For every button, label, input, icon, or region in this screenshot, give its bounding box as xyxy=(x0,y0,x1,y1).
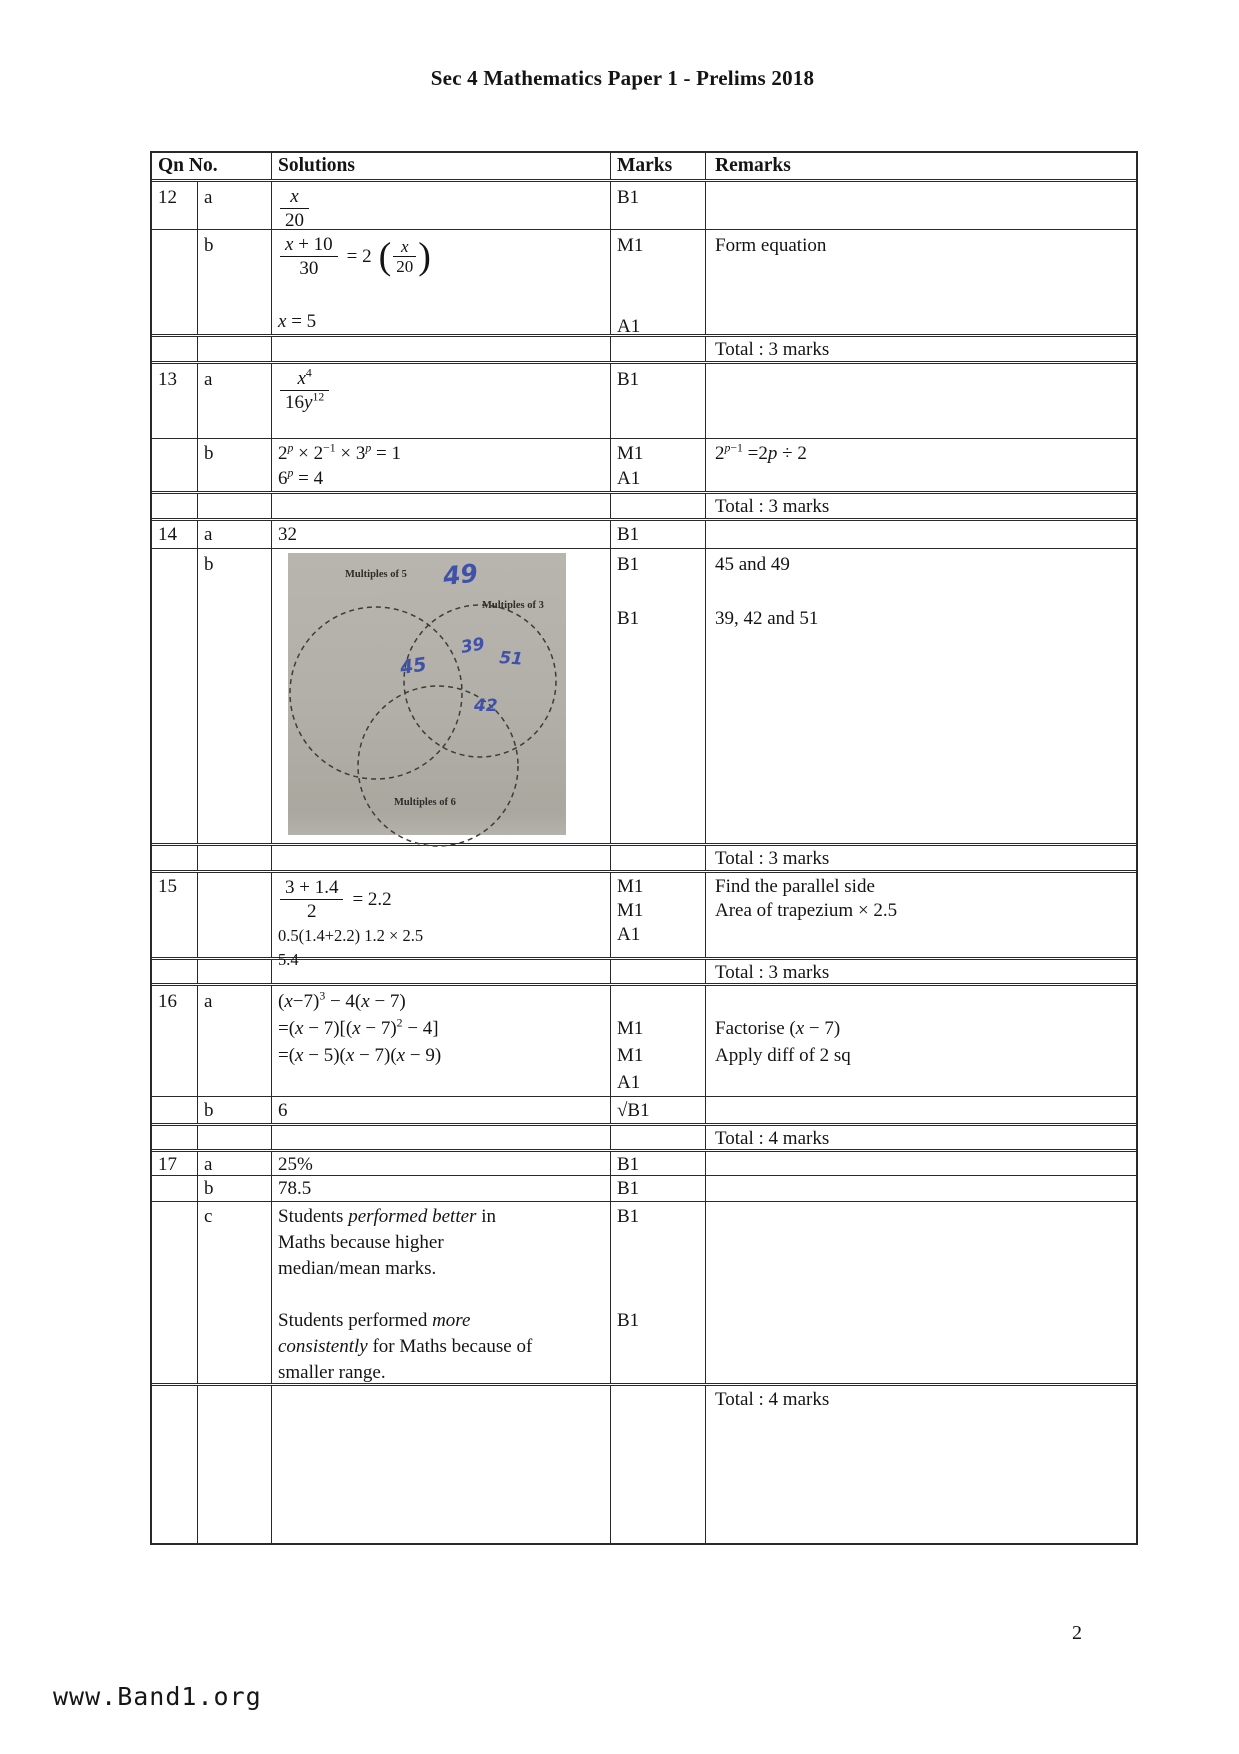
cell-solutions xyxy=(272,1202,611,1383)
solutions-line: $\frac{x}{20}$ xyxy=(278,184,604,233)
marks-line: B1 xyxy=(617,524,640,545)
remarks-line: Apply diff of 2 sq xyxy=(715,1045,851,1066)
marks-line: A1 xyxy=(617,924,641,945)
table-row xyxy=(152,1096,1136,1123)
cell-qn xyxy=(152,494,198,518)
marks-line: B1 xyxy=(617,1178,640,1199)
remarks-line: Total : 3 marks xyxy=(715,339,830,360)
solutions-line: 78.5 xyxy=(278,1178,312,1199)
cell-remarks xyxy=(706,521,1136,548)
marks-line: A1 xyxy=(617,468,641,489)
solutions-line xyxy=(278,1282,604,1308)
cell-no xyxy=(198,1176,272,1201)
cell-solutions xyxy=(272,230,611,334)
venn-diagram-photo xyxy=(288,553,566,835)
table-row xyxy=(152,1175,1136,1201)
remarks-line: Factorise (x − 7) xyxy=(715,1018,841,1039)
cell-remarks xyxy=(706,549,1136,843)
no-line: b xyxy=(204,554,214,575)
cell-solutions xyxy=(272,494,611,518)
page-title: Sec 4 Mathematics Paper 1 - Prelims 2018 xyxy=(430,66,815,90)
solutions-line: $(x-7)^3 - 4(x - 7)$ xyxy=(278,989,406,1012)
solutions-line: $\frac{3 + 1.4}{2}$ = 2.2 xyxy=(278,875,604,924)
cell-qn xyxy=(152,986,198,1096)
cell-no xyxy=(198,364,272,438)
cell-remarks xyxy=(706,1176,1136,1201)
cell-qn xyxy=(152,873,198,957)
footer-url: www.Band1.org xyxy=(53,1682,262,1711)
cell-remarks xyxy=(706,1126,1136,1149)
cell-qn xyxy=(152,182,198,229)
remarks-line: Total : 3 marks xyxy=(715,496,830,517)
remarks-line: Total : 3 marks xyxy=(715,962,830,983)
solutions-line: $\frac{x + 10}{30}$ = 2 ( $\frac{x}{20}$ ) xyxy=(278,232,604,281)
cell-solutions xyxy=(272,1386,611,1543)
cell-marks xyxy=(611,1386,706,1543)
solutions-line: Students performed more xyxy=(278,1310,471,1331)
cell-qn xyxy=(152,1386,198,1543)
remarks-line xyxy=(715,988,1130,1015)
solutions-line: $2^p \times 2^{-1} \times 3^p = 1$ xyxy=(278,441,401,464)
marks-line: M1 xyxy=(617,900,644,921)
cell-solutions xyxy=(272,521,611,548)
venn-circle-multiples-of-3 xyxy=(404,605,556,757)
table-row xyxy=(152,438,1136,491)
solutions-line: $6^p = 4$ xyxy=(278,466,324,489)
marks-line: √B1 xyxy=(617,1100,650,1121)
header-remarks: Remarks xyxy=(715,155,791,176)
cell-qn xyxy=(152,1176,198,1201)
table-row xyxy=(152,548,1136,843)
venn-diagram xyxy=(288,553,566,835)
cell-solutions xyxy=(272,1152,611,1175)
remarks-line: Find the parallel side xyxy=(715,876,875,897)
marks-line xyxy=(617,578,699,605)
table-row xyxy=(152,983,1136,1096)
marks-line: A1 xyxy=(617,316,641,337)
total-row xyxy=(152,334,1136,361)
cell-qn xyxy=(152,1097,198,1123)
solutions-line: Students performed better in xyxy=(278,1206,496,1227)
cell-solutions xyxy=(272,986,611,1096)
marks-line: M1 xyxy=(617,876,644,897)
cell-no xyxy=(198,873,272,957)
total-row xyxy=(152,957,1136,983)
cell-no xyxy=(198,1386,272,1543)
cell-remarks xyxy=(706,1386,1136,1543)
remarks-line: Total : 4 marks xyxy=(715,1128,830,1149)
cell-remarks xyxy=(706,1152,1136,1175)
no-line: b xyxy=(204,1178,214,1199)
cell-solutions xyxy=(272,873,611,969)
qn-line: 16 xyxy=(158,991,177,1012)
cell-qn xyxy=(152,1126,198,1149)
solutions-line: 32 xyxy=(278,524,297,545)
cell-remarks xyxy=(706,337,1136,361)
remarks-line: Total : 3 marks xyxy=(715,848,830,869)
cell-qn xyxy=(152,337,198,361)
no-line: b xyxy=(204,443,214,464)
no-line: b xyxy=(204,235,214,256)
cell-qn xyxy=(152,230,198,334)
cell-qn xyxy=(152,439,198,491)
cell-marks xyxy=(611,364,706,438)
cell-qn xyxy=(152,364,198,438)
no-line: c xyxy=(204,1206,213,1227)
cell-solutions xyxy=(272,549,611,843)
cell-no xyxy=(198,1152,272,1175)
cell-solutions xyxy=(272,364,611,438)
cell-marks xyxy=(611,182,706,229)
solutions-line: smaller range. xyxy=(278,1362,386,1383)
cell-remarks xyxy=(706,439,1136,491)
cell-remarks xyxy=(706,182,1136,229)
cell-no xyxy=(198,1126,272,1149)
handwritten-39-icon: 39 xyxy=(459,634,487,658)
handwritten-51-icon: 51 xyxy=(498,648,524,670)
cell-remarks xyxy=(706,230,1136,334)
cell-remarks xyxy=(706,494,1136,518)
cell-qn xyxy=(152,1202,198,1383)
qn-line: 14 xyxy=(158,524,177,545)
cell-no xyxy=(198,337,272,361)
marks-line: B1 xyxy=(617,608,640,629)
header-solutions: Solutions xyxy=(272,153,611,179)
cell-marks xyxy=(611,873,706,957)
remarks-line: $2^{p-1} =2p \div 2$ xyxy=(715,441,807,464)
remarks-line: 39, 42 and 51 xyxy=(715,608,819,629)
total-row xyxy=(152,1123,1136,1149)
header-marks: Marks xyxy=(611,153,706,179)
cell-qn xyxy=(152,960,198,983)
marks-line xyxy=(617,1282,699,1308)
venn-circle-multiples-of-5 xyxy=(290,607,462,779)
cell-remarks xyxy=(706,364,1136,438)
cell-remarks xyxy=(706,846,1136,870)
marking-table xyxy=(150,151,1138,1545)
solutions-line: 6 xyxy=(278,1100,288,1121)
no-line: a xyxy=(204,187,213,208)
remarks-line: Area of trapezium × 2.5 xyxy=(715,900,898,921)
cell-marks xyxy=(611,337,706,361)
qn-line: 13 xyxy=(158,369,177,390)
venn-label-multiples-of-5: Multiples of 5 xyxy=(345,569,407,580)
table-row xyxy=(152,870,1136,969)
remarks-line: Form equation xyxy=(715,235,827,256)
cell-no xyxy=(198,230,272,334)
cell-no xyxy=(198,986,272,1096)
handwritten-42-icon: 42 xyxy=(474,696,498,716)
table-row xyxy=(152,361,1136,438)
table-row xyxy=(152,229,1136,337)
marks-line: B1 xyxy=(617,187,640,208)
solutions-line: 25% xyxy=(278,1154,313,1175)
table-row xyxy=(152,179,1136,229)
cell-marks xyxy=(611,1202,706,1383)
cell-solutions xyxy=(272,182,611,229)
page-number: 2 xyxy=(1072,1622,1082,1644)
no-line: a xyxy=(204,991,213,1012)
marks-line: B1 xyxy=(617,1154,640,1175)
cell-marks xyxy=(611,521,706,548)
no-line: b xyxy=(204,1100,214,1121)
table-row xyxy=(152,518,1136,548)
cell-qn xyxy=(152,549,198,843)
solutions-line: consistently for Maths because of xyxy=(278,1336,533,1357)
cell-qn xyxy=(152,521,198,548)
cell-solutions xyxy=(272,337,611,361)
cell-remarks xyxy=(706,873,1136,957)
handwritten-45-icon: 45 xyxy=(398,653,428,679)
venn-label-multiples-of-6: Multiples of 6 xyxy=(394,797,456,808)
marks-line: B1 xyxy=(617,1310,640,1331)
cell-marks xyxy=(611,439,706,491)
cell-solutions xyxy=(272,1176,611,1201)
marks-line: B1 xyxy=(617,554,640,575)
no-line: a xyxy=(204,369,213,390)
cell-solutions xyxy=(272,1126,611,1149)
solutions-line xyxy=(278,281,604,308)
cell-no xyxy=(198,846,272,870)
cell-no xyxy=(198,521,272,548)
solutions-line: Maths because higher xyxy=(278,1232,444,1253)
cell-qn xyxy=(152,1152,198,1175)
cell-marks xyxy=(611,1176,706,1201)
table-row xyxy=(152,1201,1136,1383)
cell-no xyxy=(198,494,272,518)
cell-no xyxy=(198,1202,272,1383)
marks-line: M1 xyxy=(617,443,644,464)
marks-line: B1 xyxy=(617,369,640,390)
total-row xyxy=(152,843,1136,870)
cell-marks xyxy=(611,1152,706,1175)
qn-line: 15 xyxy=(158,876,177,897)
total-row xyxy=(152,1383,1136,1543)
cell-solutions xyxy=(272,960,611,983)
cell-marks xyxy=(611,549,706,843)
cell-marks xyxy=(611,846,706,870)
cell-no xyxy=(198,1097,272,1123)
cell-no xyxy=(198,549,272,843)
marks-line xyxy=(617,259,699,286)
remarks-line: 45 and 49 xyxy=(715,554,790,575)
table-row xyxy=(152,1149,1136,1175)
cell-remarks xyxy=(706,986,1136,1096)
table-header-row xyxy=(152,153,1136,179)
cell-solutions xyxy=(272,1097,611,1123)
cell-no xyxy=(198,439,272,491)
marks-line xyxy=(617,988,699,1015)
qn-line: 12 xyxy=(158,187,177,208)
no-line: a xyxy=(204,524,213,545)
cell-remarks xyxy=(706,960,1136,983)
qn-line: 17 xyxy=(158,1154,177,1175)
cell-marks xyxy=(611,230,706,337)
solutions-line: 5.4 xyxy=(278,950,299,969)
solutions-line: $=(x - 7)[(x - 7)^2 - 4]$ xyxy=(278,1016,439,1039)
solutions-line: x = 5 xyxy=(278,311,317,332)
total-row xyxy=(152,491,1136,518)
solutions-line: 0.5(1.4+2.2) 1.2 × 2.5 xyxy=(278,926,424,945)
cell-marks xyxy=(611,1097,706,1123)
solutions-line: median/mean marks. xyxy=(278,1258,437,1279)
cell-no xyxy=(198,960,272,983)
cell-remarks xyxy=(706,1202,1136,1383)
cell-remarks xyxy=(706,1097,1136,1123)
marks-line: M1 xyxy=(617,1018,644,1039)
remarks-line: Total : 4 marks xyxy=(715,1389,830,1410)
cell-solutions xyxy=(272,439,611,491)
cell-no xyxy=(198,182,272,229)
solutions-line: =(x − 5)(x − 7)(x − 9) xyxy=(278,1045,442,1066)
marks-line: A1 xyxy=(617,1072,641,1093)
marks-line: B1 xyxy=(617,1206,640,1227)
venn-label-multiples-of-3: Multiples of 3 xyxy=(482,600,544,611)
cell-marks xyxy=(611,986,706,1096)
cell-marks xyxy=(611,494,706,518)
cell-solutions xyxy=(272,846,611,870)
marks-line xyxy=(617,1230,699,1256)
cell-qn xyxy=(152,846,198,870)
marks-line xyxy=(617,286,699,313)
cell-marks xyxy=(611,1126,706,1149)
header-qn-no: Qn No. xyxy=(152,153,272,179)
marks-line: M1 xyxy=(617,235,644,256)
solutions-line: $\frac{x^4}{16y^{12}}$ xyxy=(278,366,604,415)
marks-line: M1 xyxy=(617,1045,644,1066)
marks-line xyxy=(617,1256,699,1282)
handwritten-49-icon: 49 xyxy=(441,558,480,591)
no-line: a xyxy=(204,1154,213,1175)
cell-marks xyxy=(611,960,706,983)
remarks-line xyxy=(715,578,1130,605)
